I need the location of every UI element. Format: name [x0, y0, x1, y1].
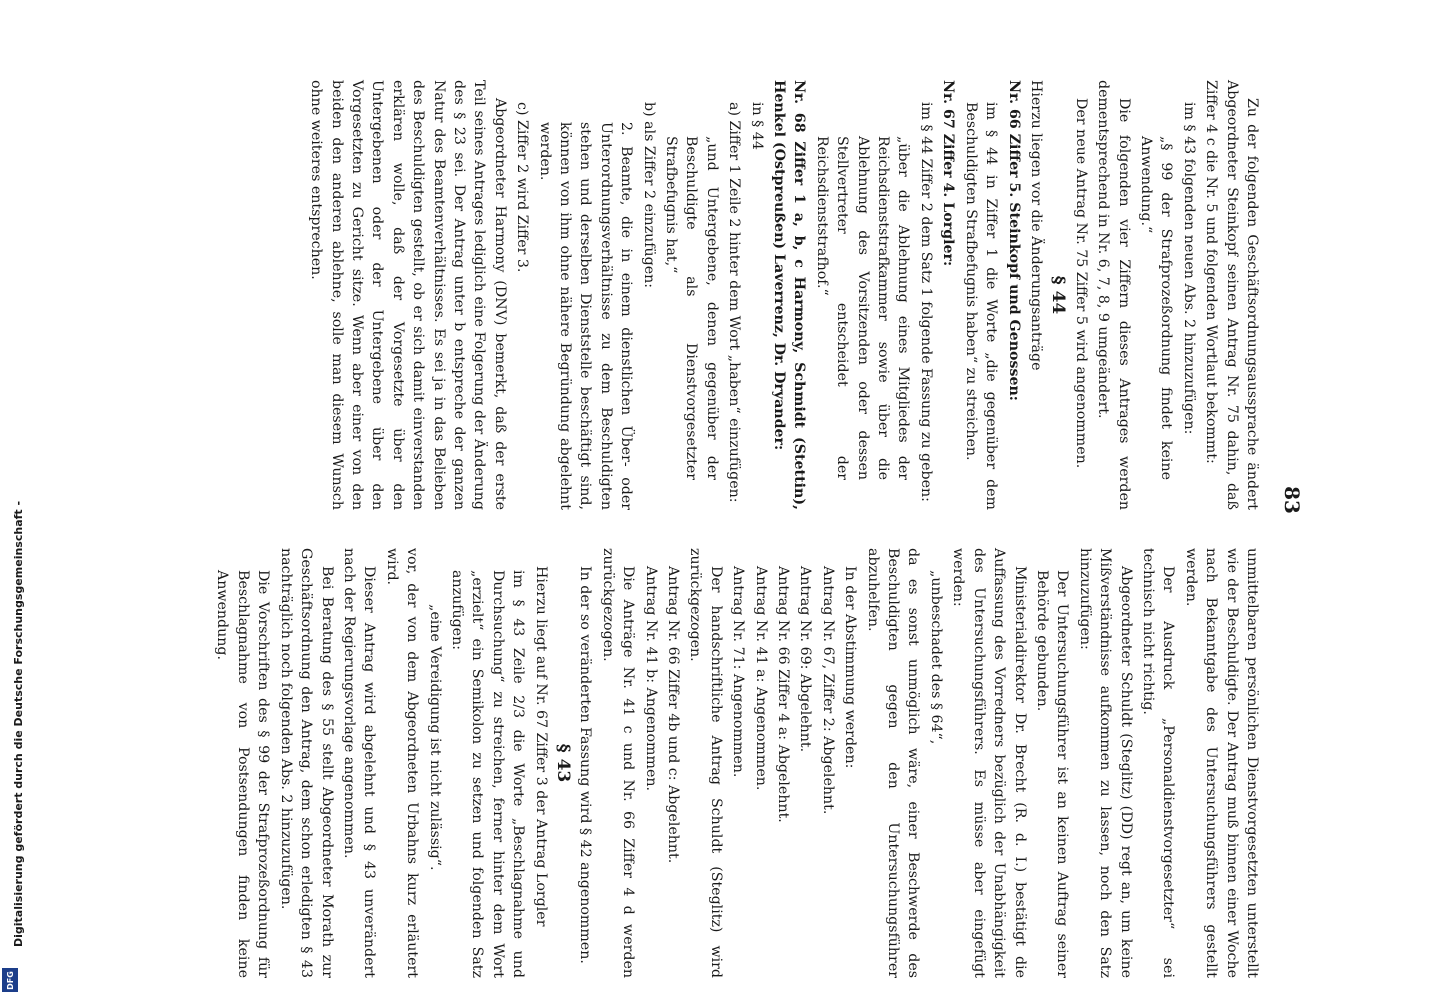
left-column [210, 548, 1262, 978]
paragraph: Der Untersuchungsführer ist an keinen Auftrag seiner Behörde gebunden. [1033, 570, 1071, 978]
quote: „und Untergebene, denen gegenüber der Beschuldigte als Dienstvorgesetzter Strafbefugnis hat,“ [663, 136, 720, 480]
paragraph: Hierzu liegt auf Nr. 67 Ziffer 3 der Antrag Lorgler [532, 566, 549, 927]
paragraph: Abgeordneter Schuldt (Steglitz) (DD) regt an, um keine Mißverständnisse aufkommen zu lassen, noch den Satz hinzuzufügen: [1076, 548, 1134, 978]
paragraph: In der Abstimmung werden: [842, 566, 859, 769]
paragraph: vor, der von dem Abgeordneten Urbahns kurz erläutert wird. [383, 548, 421, 978]
paragraph: Antrag Nr. 69: Abgelehnt. [797, 566, 814, 753]
paragraph: da es sonst unmöglich wäre, einer Beschwerde des Beschuldigten gegen den Untersuchungsführer abzuhelfen. [864, 548, 922, 978]
paragraph: Der handschriftliche Antrag Schuldt (Steglitz) wird zurückgezogen. [687, 548, 724, 978]
right-column [304, 80, 1262, 510]
paragraph: im § 44 Ziffer 2 dem Satz 1 folgende Fassung zu geben: [917, 102, 934, 502]
paragraph: 2. Beamte, die in einem dienstlichen Über- oder Unterordnungsverhältnisse zu dem Beschuldigten stehen und derselben Dienststelle beschäftigt sind, können von ihm ohne nähere Begründung abgelehnt werden. [536, 122, 635, 510]
paragraph: a) Ziffer 1 Zeile 2 hinter dem Wort „haben“ einzufügen: [726, 102, 743, 503]
paragraph: In der so veränderten Fassung wird § 42 angenommen. [577, 566, 594, 964]
quote: „eine Vereidigung ist nicht zulässig“. [426, 604, 443, 871]
paragraph: c) Ziffer 2 wird Ziffer 3. [514, 102, 531, 273]
paragraph: Die Anträge Nr. 41 c und Nr. 66 Ziffer 4 d werden zurückgezogen. [599, 548, 637, 978]
paragraph: Bei Beratung des § 55 stellt Abgeordneter Morath zur Geschäftsordnung den Antrag, dem schon erledigten § 43 nachträglich noch folgenden Abs. 2 hinzuzufügen. [277, 548, 335, 978]
paragraph: Nr. 66 Ziffer 5. Steinkopf und Genossen: [1005, 80, 1022, 402]
paragraph: Abgeordneter Harmony (DNV) bemerkt, daß der erste Teil seines Antrages lediglich eine Folgerung der Änderung des § 23 sei. Der Antrag unter b entspreche der ganzen Natur des Beamtenverhältnisses. Es sei ja in das Belieben des Beschuldigten gestellt, ob er sich damit einverstanden erklären wolle, daß der Vorgesetzte über den Untergebenen oder der Untergebene über den Vorgesetzten zu Gericht sitze. Wenn aber einer von den beiden den anderen ablehne, solle man diesem Wunsch ohne weiteres entsprechen. [308, 80, 508, 510]
scanned-page [102, 0, 1332, 1000]
paragraph: Nr. 67 Ziffer 4. Lorgler: [940, 80, 957, 267]
paragraph: Die folgenden vier Ziffern dieses Antrages werden dementsprechend in Nr. 6, 7, 8, 9 umgeändert. [1095, 80, 1132, 510]
paragraph: Der Ausdruck „Personaldienstvorgesetzter“ sei technisch nicht richtig. [1139, 548, 1177, 978]
paragraph: „unbeschadet des § 64“, [927, 570, 944, 745]
paragraph: Antrag Nr. 71: Angenommen. [730, 566, 747, 778]
section-heading: § 43 [553, 743, 573, 783]
paragraph: Nr. 68 Ziffer 1 a, b, c Harmony, Schmidt (Stettin), Henkel (Ostpreußen) Laverrenz, Dr. Dryander: [771, 80, 808, 510]
digitization-footer [0, 0, 25, 1000]
paragraph: Zu der folgenden Geschäftsordnungsaussprache ändert Abgeordneter Steinkopf seinen Antrag Nr. 75 dahin, daß Ziffer 4 c die Nr. 5 und folgenden Wortlaut bekommt: [1203, 80, 1260, 510]
paragraph: in § 44 [748, 102, 765, 150]
paragraph: im § 43 Zeile 2/3 die Worte „Beschlagnahme und Durchsuchung“ zu streichen, ferner hinter dem Wort „erzielt“ ein Semikolon zu setzen und folgenden Satz anzufügen: [448, 570, 527, 978]
section-heading: § 44 [1048, 275, 1069, 315]
paragraph: Der neue Antrag Nr. 75 Ziffer 5 wird angenommen. [1072, 98, 1089, 469]
paragraph: Antrag Nr. 66 Ziffer 4 a: Abgelehnt. [775, 566, 792, 823]
footer-credit: Digitalisierung gefördert durch die Deutsche Forschungsgemeinschaft - [12, 500, 25, 947]
quote: „§ 99 der Strafprozeßordnung findet keine Anwendung.“ [1137, 136, 1175, 480]
paragraph: Antrag Nr. 41 a: Angenommen. [752, 566, 769, 791]
paragraph: im § 44 in Ziffer 1 die Worte „die gegenüber dem Beschuldigten Strafbefugnis haben“ zu streichen. [962, 102, 1000, 510]
paragraph: Antrag Nr. 67, Ziffer 2: Abgelehnt. [819, 566, 836, 815]
paragraph: unmittelbaren persönlichen Dienstvorgesetzten unterstellt wie der Beschuldigte. Der Antrag muß binnen einer Woche nach Bekanntgabe des Untersuchungsführers gestellt werden. [1182, 548, 1260, 978]
paragraph: Antrag Nr. 66 Ziffer 4b und c: Abgelehnt. [665, 566, 682, 864]
paragraph: Die Vorschriften des § 99 der Strafprozeßordnung für Beschlagnahme von Postsendungen finden keine Anwendung. [214, 570, 272, 978]
paragraph: Hierzu liegen vor die Änderungsanträge [1027, 80, 1044, 371]
paragraph: b) als Ziffer 2 einzufügen: [640, 102, 657, 289]
dfg-logo-icon: DFG [2, 968, 18, 992]
quote: „über die Ablehnung eines Mitgliedes der Reichsdienststrafkammer sowie über die Ablehnung des Vorsitzenden oder dessen Stellvertreter entscheidet der Reichsdienststrafhof.“ [813, 136, 912, 480]
paragraph: Antrag Nr. 41 b: Angenommen. [642, 566, 659, 791]
paragraph: Ministerialdirektor Dr. Brecht (R. d. I.) bestätigt die Auffassung des Vorredners bezüglich der Unabhängigkeit des Untersuchungsführers. Es müsse aber eingefügt werden: [950, 548, 1028, 978]
paragraph: Dieser Antrag wird abgelehnt und § 43 unverändert nach der Regierungsvorlage angenommen. [340, 548, 378, 978]
paragraph: im § 43 folgenden neuen Abs. 2 hinzuzufügen: [1180, 102, 1197, 435]
page-number: 83 [1280, 486, 1304, 514]
